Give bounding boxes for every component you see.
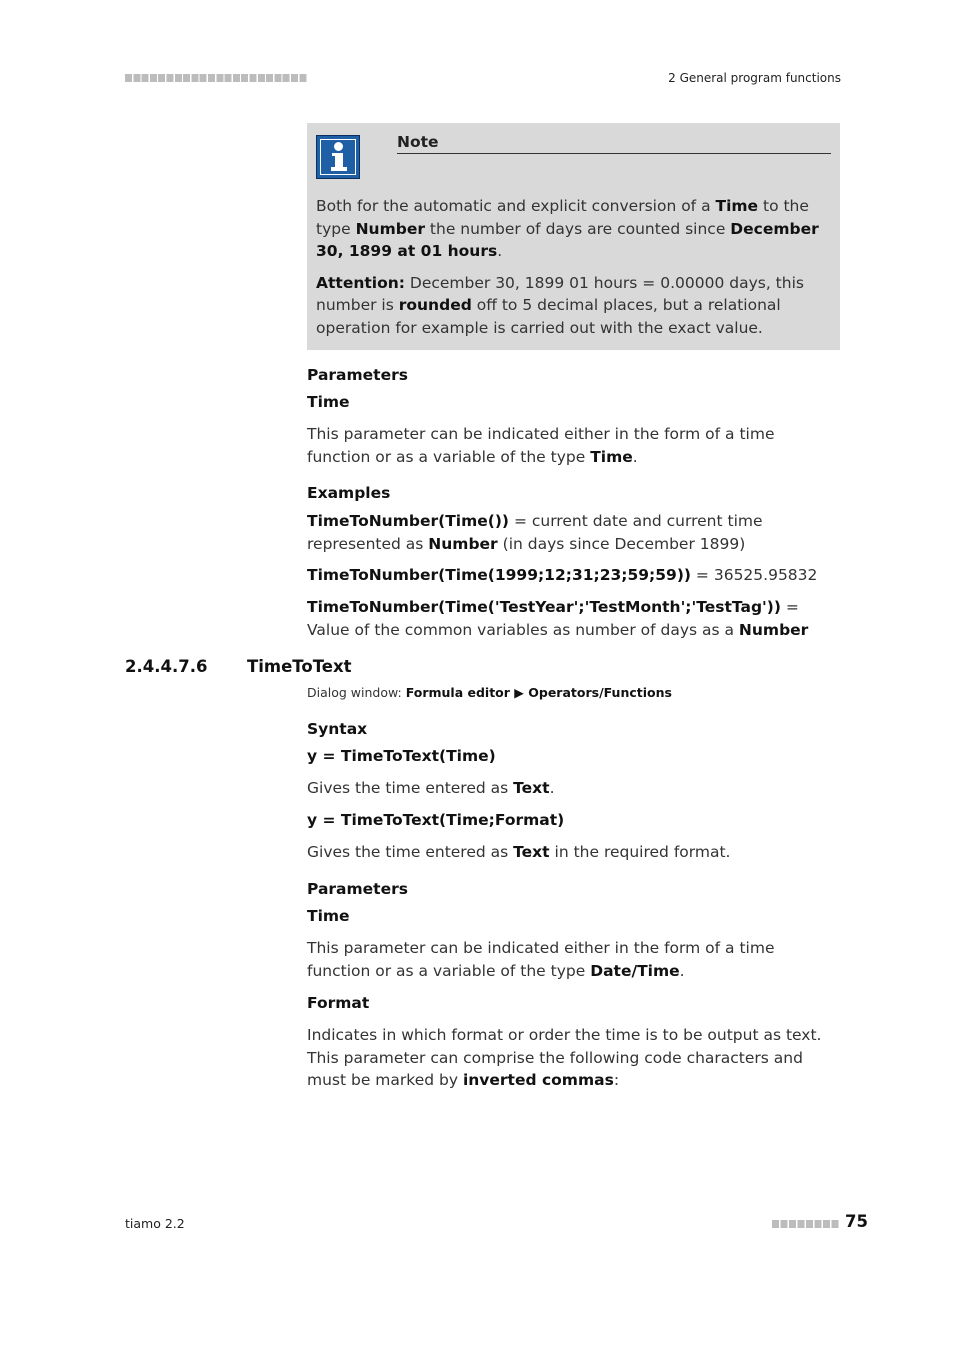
note-box <box>307 123 840 350</box>
chapter-header: 2 General program functions <box>668 71 841 85</box>
page-number: 75 <box>845 1212 868 1231</box>
dialog-menu-path: Formula editor ▶ Operators/Functions <box>405 685 672 700</box>
syntax-line-2: y = TimeToText(Time;Format) <box>307 811 565 829</box>
format-param-heading: Format <box>307 994 370 1012</box>
example-3: TimeToNumber(Time('TestYear';'TestMonth';'TestTag')) = Value of the common variables as number of days as a Number <box>307 598 809 639</box>
dialog-path <box>307 685 672 700</box>
time-param-description-2: This parameter can be indicated either in the form of a time function or as a variable of the type Date/Time. <box>307 939 775 980</box>
examples-heading: Examples <box>307 484 391 502</box>
time-param-description: This parameter can be indicated either in the form of a time function or as a variable of the type Time. <box>307 425 775 466</box>
time-param-heading-2: Time <box>307 907 350 925</box>
note-attention: Attention: December 30, 1899 01 hours = 0.00000 days, this number is rounded off to 5 decimal places, but a relational operation for example is carried out with the exact value. <box>316 273 804 337</box>
syntax-1-description: Gives the time entered as Text. <box>307 779 555 797</box>
format-param-description: Indicates in which format or order the time is to be output as text. This parameter can comprise the following code characters and must be marked by inverted commas: <box>307 1026 822 1090</box>
note-title: Note <box>397 133 831 154</box>
section-number: 2.4.4.7.6 <box>125 657 208 676</box>
parameters-heading: Parameters <box>307 366 408 384</box>
product-name: tiamo 2.2 <box>125 1216 185 1231</box>
parameters-heading-2: Parameters <box>307 880 408 898</box>
note-paragraph: Both for the automatic and explicit conversion of a Time to the type Number the number of days are counted since December 30, 1899 at 01 hours. <box>316 197 819 261</box>
note-body <box>316 195 836 349</box>
section-title: TimeToText <box>247 657 352 676</box>
syntax-2-description: Gives the time entered as Text in the required format. <box>307 843 731 861</box>
syntax-heading: Syntax <box>307 720 368 738</box>
footer-decoration <box>772 1220 840 1228</box>
time-param-heading: Time <box>307 393 350 411</box>
header-decoration <box>125 74 307 82</box>
dialog-prefix: Dialog window: <box>307 685 406 700</box>
example-2: TimeToNumber(Time(1999;12;31;23;59;59)) = 36525.95832 <box>307 566 818 584</box>
info-icon <box>316 135 360 179</box>
syntax-line-1: y = TimeToText(Time) <box>307 747 496 765</box>
example-1: TimeToNumber(Time()) = current date and current time represented as Number (in days since December 1899) <box>307 512 763 553</box>
